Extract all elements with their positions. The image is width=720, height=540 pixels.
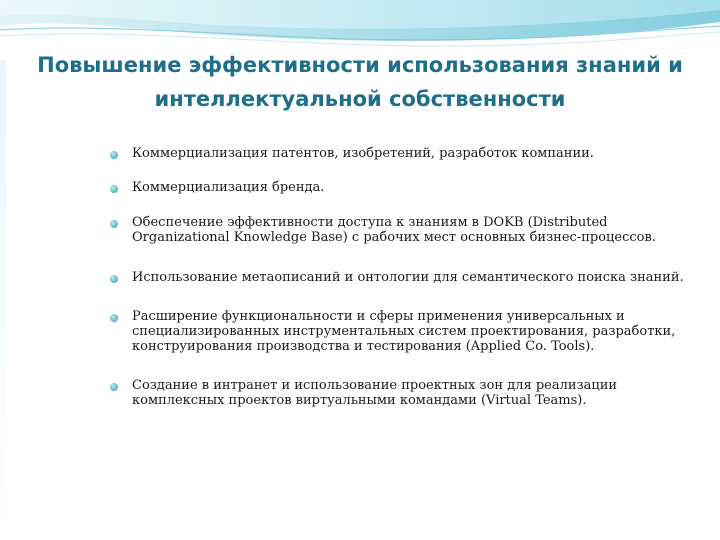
bullet-item [110, 146, 700, 161]
round-bullet-icon [110, 383, 118, 391]
round-bullet-icon [110, 185, 118, 193]
bullet-text: Обеспечение эффективности доступа к знаниям в DOKB (Distributed Organizational Knowledge Base) с рабочих мест основных бизнес-процессов. [132, 215, 656, 245]
bullet-item [110, 378, 700, 408]
bullet-text: Коммерциализация бренда. [132, 180, 325, 195]
bullet-list [110, 146, 700, 408]
bullet-text: Использование метаописаний и онтологии для семантического поиска знаний. [132, 270, 684, 285]
bullet-item [110, 180, 700, 195]
round-bullet-icon [110, 275, 118, 283]
bullet-item [110, 270, 700, 285]
bullet-item [110, 309, 700, 354]
round-bullet-icon [110, 151, 118, 159]
left-edge-decoration [0, 60, 6, 540]
slide-title: Повышение эффективности использования знаний и интеллектуальной собственности [37, 53, 683, 111]
bullet-text: Расширение функциональности и сферы применения универсальных и специализированных инструментальных систем проектирования, разработки, конструирования производства и тестирования (Applied Co. Tools). [132, 309, 676, 354]
round-bullet-icon [110, 220, 118, 228]
bullet-text: Создание в интранет и использование проектных зон для реализации комплексных проектов виртуальными командами (Virtual Teams). [132, 378, 618, 408]
bullet-text: Коммерциализация патентов, изобретений, разработок компании. [132, 146, 594, 161]
round-bullet-icon [110, 314, 118, 322]
bullet-item [110, 215, 700, 245]
